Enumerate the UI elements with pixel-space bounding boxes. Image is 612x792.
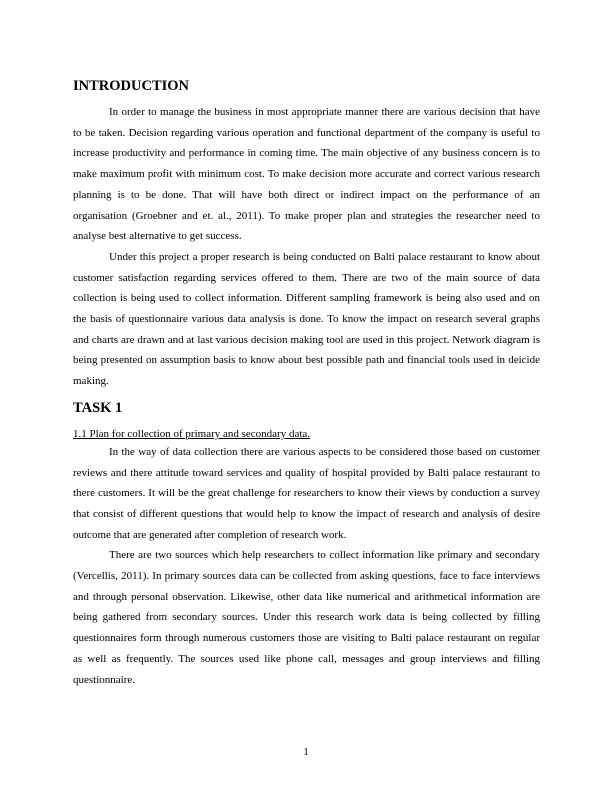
introduction-paragraph-2: Under this project a proper research is being conducted on Balti palace restaurant to know about customer satisfaction regarding services offered to them. There are two of the main source of data collection is being used to collect information. Different sampling framework is being also used and on the basis of questionnaire various data analysis is done. To know the impact on research several graphs and charts are drawn and at last various decision making tool are used in this project. Network diagram is being presented on assumption basis to know about best possible path and financial tools used in deicide making. xyxy=(73,250,540,388)
task1-paragraph-1: In the way of data collection there are various aspects to be considered those based on customer reviews and there attitude toward services and quality of hospital provided by Balti palace restaurant to there customers. It will be the great challenge for researchers to know their views by conduction a survey that consist of different questions that would help to know the impact of research and analysis of desire outcome that are generated after completion of research work. xyxy=(73,445,540,541)
introduction-paragraph-1: In order to manage the business in most appropriate manner there are various decision that have to be taken. Decision regarding various operation and functional department of the company is useful to increase productivity and performance in coming time. The main objective of any business concern is to make maximum profit with minimum cost. To make decision more accurate and correct various research planning is to be done. That will have both direct or indirect impact on the performance of an organisation (Groebner and et. al., 2011). To make proper plan and strategies the researcher need to analyse best alternative to get success. xyxy=(73,106,540,243)
introduction-heading: INTRODUCTION xyxy=(73,78,190,94)
page-number: 1 xyxy=(303,746,309,758)
task1-heading: TASK 1 xyxy=(73,399,123,416)
task1-subheading: 1.1 Plan for collection of primary and secondary data. xyxy=(73,427,311,440)
page-content xyxy=(73,76,540,690)
task1-paragraph-2: There are two sources which help researchers to collect information like primary and secondary (Vercellis, 2011). In primary sources data can be collected from asking questions, face to face interviews and through personal observation. Likewise, other data like numerical and arithmetical information are being gathered from secondary sources. Under this research work data is being collected by filling questionnaires form through numerous customers those are visiting to Balti palace restaurant on regular as well as frequently. The sources used like phone call, messages and group interviews and filling questionnaire. xyxy=(73,549,540,686)
